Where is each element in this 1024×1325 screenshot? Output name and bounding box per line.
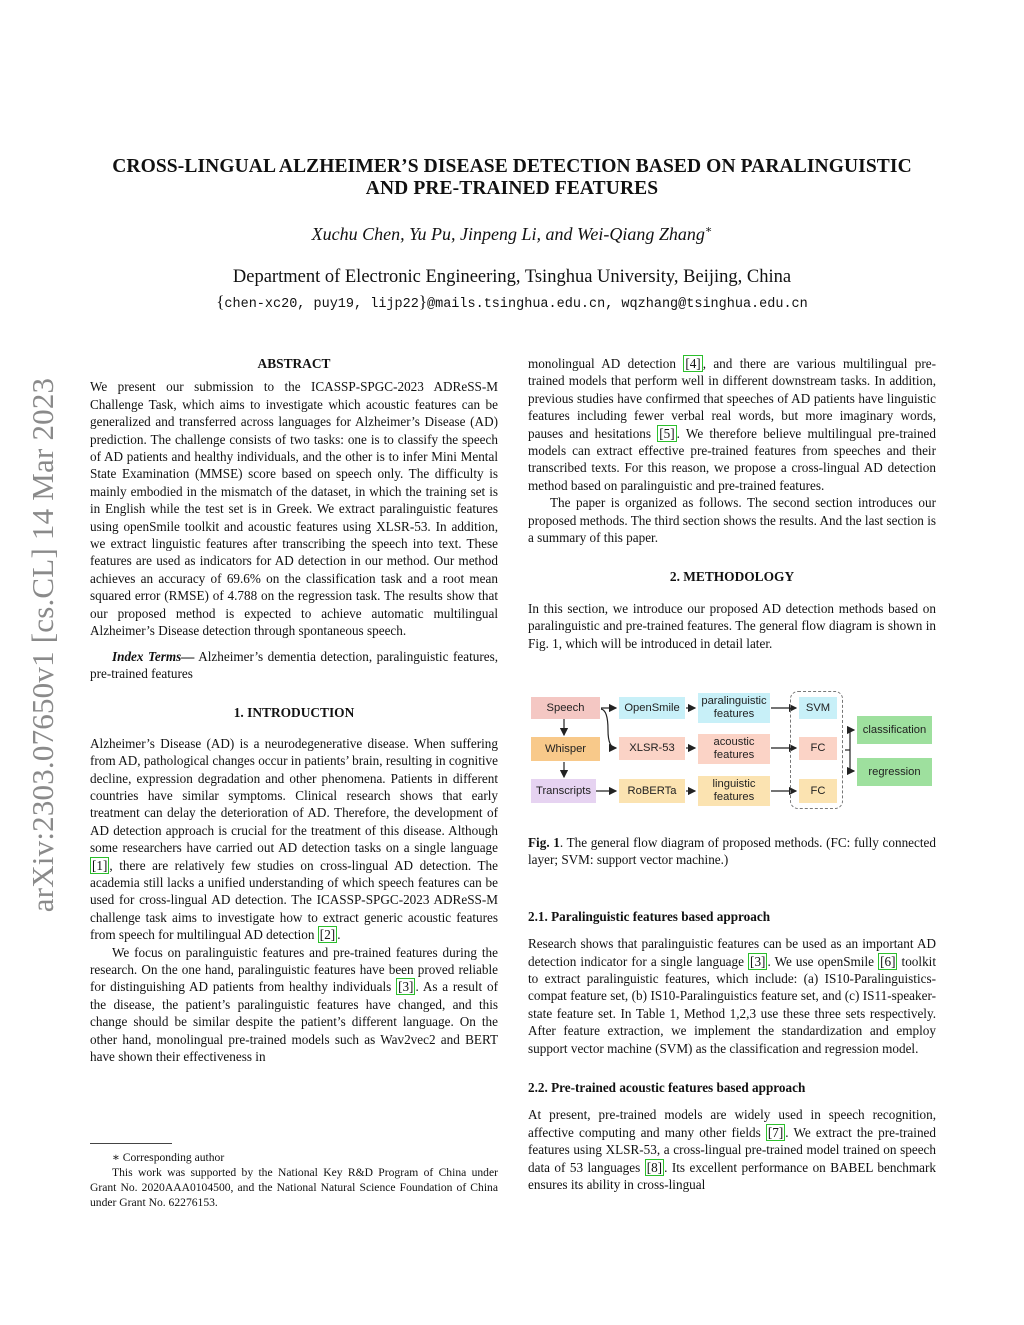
section-2-2-text xyxy=(528,1106,936,1193)
right-paragraph-1 xyxy=(528,355,936,494)
email-brace-close: } xyxy=(418,292,427,311)
emails xyxy=(80,292,944,312)
figure-1-label: Fig. 1 xyxy=(528,835,560,850)
box-xlsr: XLSR-53 xyxy=(619,737,685,760)
intro-paragraph-1 xyxy=(90,735,498,944)
intro-p1-text-b: , there are relatively few studies on cross-lingual AD detection. The academia still lacks a unified understanding of which speech features can be used for cross-lingual AD detection. The ICASSP-SPGC-2023 ADReSS-M challenge task aims to investigate how to extract generic acoustic features from speech for multilingual AD detection xyxy=(90,857,498,943)
footnote-funding: This work was supported by the National Key R&D Program of China under Grant No. 2020AAA0104500, and the National Natural Science Foundation of China under Grant No. 62276153. xyxy=(90,1166,498,1209)
email-domains: @mails.tsinghua.edu.cn, wqzhang@tsinghua.edu.cn xyxy=(427,297,808,312)
author-names: Xuchu Chen, Yu Pu, Jinpeng Li, and Wei-Qiang Zhang xyxy=(311,224,705,244)
citation-4[interactable]: [4] xyxy=(685,356,701,371)
right-p1-text-a: monolingual AD detection xyxy=(528,356,684,371)
right-p1-text-c: . We therefore believe multilingual pre-trained models can extract effective pre-trained features from speeches and their transcribed texts. For this reason, we propose a cross-lingual AD detection method based on paralinguistic and pre-trained features. xyxy=(528,425,937,493)
right-column-top xyxy=(528,355,936,652)
box-transcripts: Transcripts xyxy=(531,779,596,803)
section-2-2-heading: 2.2. Pre-trained acoustic features based approach xyxy=(528,1080,806,1096)
citation-3b[interactable]: [3] xyxy=(750,953,766,969)
citation-7[interactable]: [7] xyxy=(767,1124,784,1140)
box-whisper: Whisper xyxy=(531,737,600,761)
corresponding-mark: ∗ xyxy=(704,224,713,236)
right-paragraph-2: The paper is organized as follows. The second section introduces our proposed methods. The third section shows the results. And the last section is a summary of this paper. xyxy=(528,495,936,546)
figure-1-diagram xyxy=(528,690,938,816)
intro-heading: 1. INTRODUCTION xyxy=(233,705,355,721)
sec21-text-a: Research shows that paralinguistic features can be used as an important AD detection indicator for a single language xyxy=(528,936,936,969)
sec22-text-c: . Its excellent performance on BABEL benchmark ensures its ability in cross-lingual xyxy=(528,1159,936,1193)
citation-5[interactable]: [5] xyxy=(659,425,675,441)
figure-1-caption-text: . The general flow diagram of proposed methods. (FC: fully connected layer; SVM: support vector machine.) xyxy=(528,835,936,868)
citation-2[interactable]: [2] xyxy=(319,927,336,943)
box-svm: SVM xyxy=(799,697,837,719)
arxiv-stamp xyxy=(23,350,63,940)
box-acoustic-features: acoustic features xyxy=(698,734,770,764)
methodology-heading: 2. METHODOLOGY xyxy=(669,569,795,585)
right-column-bottom xyxy=(528,834,936,1194)
email-brace-open: { xyxy=(216,292,225,311)
box-speech: Speech xyxy=(531,697,600,719)
box-paralinguistic-features: paralinguistic features xyxy=(698,693,770,723)
authors xyxy=(80,223,944,245)
footnote-rule xyxy=(90,1143,172,1144)
box-fc-acoustic: FC xyxy=(799,737,837,760)
index-terms-label: Index Terms— xyxy=(112,648,195,664)
arxiv-id: arXiv:2303.07650v1 [cs.CL] 14 Mar 2023 xyxy=(25,377,60,913)
title-line-1: CROSS-LINGUAL ALZHEIMER’S DISEASE DETECTION BASED ON PARALINGUISTIC xyxy=(112,156,912,177)
box-roberta: RoBERTa xyxy=(619,779,685,803)
intro-p2-text-b: . As a result of the disease, the patient’s paralinguistic features have changed, and this change should be similar despite the patient’s different language. On the other hand, monolingual pre-trained models such as Wav2vec2 and BERT have shown their effectiveness in xyxy=(90,979,498,1065)
intro-p1-text-a: Alzheimer’s Disease (AD) is a neurodegenerative disease. When suffering from AD, pathological changes occur in patients’ brain, resulting in cognitive decline, expression degradation and other phenomena. Patients in different countries have similar symptoms. Clinical research shows that early treatment can delay the deterioration of AD. Therefore, the development of AD detection approach is crucial for the treatment of this disease. Although some researchers have carried out AD detection tasks on a single language xyxy=(90,735,498,856)
arrow-speech-xlsr xyxy=(601,709,616,748)
footnote-corresponding: ∗ Corresponding author xyxy=(112,1151,225,1164)
abstract-text: We present our submission to the ICASSP-SPGC-2023 ADReSS-M Challenge Task, which aims to investigate which acoustic features can be generalized and transferred across languages for Alzheimer’s Disease (AD) prediction. The challenge consists of two tasks: one is to classify the speech of AD patients and healthy individuals, and the other is to infer Mini Mental State Examination (MMSE) score based on speech only. The difficulty is mainly embodied in the mismatch of the dataset, in which the training set is in English while the test set is in Greek. We extract paralinguistic features using openSmile toolkit and acoustic features using XLSR-53. In addition, we extract linguistic features after transcribing the speech into text. These features are used as indicators for AD detection in our method. Our method achieves an accuracy of 69.6% on the classification task and a root mean squared error (RMSE) of 4.788 on the regression task. The results show that our proposed method is expected to achieve automatic multilingual Alzheimer’s Disease detection through spontaneous speech. xyxy=(90,379,498,639)
sec22-text-b: . We extract the pre-trained features using XLSR-53, a cross-lingual pre-trained model trained on speech data of 53 languages xyxy=(528,1124,936,1175)
right-p1-text-b: , and there are various multilingual pre-trained models that perform well in different downstream tasks. In addition, previous studies have confirmed that speeches of AD patients have linguistic features including fewer verbal real words, but more imaginary words, pauses and hesitations xyxy=(528,356,936,441)
email-names: chen-xc20, puy19, lijp22 xyxy=(224,297,419,312)
citation-8[interactable]: [8] xyxy=(646,1159,663,1175)
citation-1[interactable]: [1] xyxy=(92,857,108,873)
section-2-1-heading: 2.1. Paralinguistic features based approach xyxy=(528,908,771,924)
box-linguistic-features: linguistic features xyxy=(698,776,770,806)
affiliation: Department of Electronic Engineering, Tsinghua University, Beijing, China xyxy=(232,267,792,287)
figure-1-caption xyxy=(528,834,936,869)
citation-3[interactable]: [3] xyxy=(398,979,414,995)
box-opensmile: OpenSmile xyxy=(619,697,685,719)
title-line-2: AND PRE-TRAINED FEATURES xyxy=(365,178,659,199)
index-terms xyxy=(90,648,498,683)
box-fc-linguistic: FC xyxy=(799,779,837,803)
box-classification: classification xyxy=(857,716,932,744)
sec22-text-a: At present, pre-trained models are widely used in speech recognition, affective computing and many other fields xyxy=(528,1107,936,1140)
sec21-text-b: . We use openSmile xyxy=(767,953,879,969)
footnote xyxy=(90,1150,498,1210)
intro-p1-text-c: . xyxy=(337,927,341,943)
abstract-heading: ABSTRACT xyxy=(257,356,331,371)
box-regression: regression xyxy=(857,758,932,786)
section-2-1-text xyxy=(528,935,936,1057)
left-column xyxy=(90,355,498,1065)
index-terms-text: Alzheimer’s dementia detection, paralinguistic features, pre-trained features xyxy=(90,648,498,681)
intro-paragraph-2 xyxy=(90,944,498,1066)
methodology-text: In this section, we introduce our proposed AD detection methods based on paralinguistic and pre-trained features. The general flow diagram is shown in Fig. 1, which will be introduced in detail later. xyxy=(528,600,936,651)
intro-p2-text-a: We focus on paralinguistic features and pre-trained features during the research. On the one hand, paralinguistic features have been proved reliable for distinguishing AD patients from healthy individuals xyxy=(90,944,498,995)
paper-title xyxy=(80,156,944,200)
citation-6[interactable]: [6] xyxy=(880,953,896,969)
sec21-text-c: toolkit to extract paralinguistic features, which include: (a) IS10-Paralinguistics-compat feature set, (b) IS10-Paralinguistics feature set, and (c) IS11-speaker-state feature set. In Table 1, Method 1,2,3 use these three sets respectively. After feature extraction, we implement the standardization and employ support vector machine (SVM) as the classification and regression model. xyxy=(528,953,936,1056)
